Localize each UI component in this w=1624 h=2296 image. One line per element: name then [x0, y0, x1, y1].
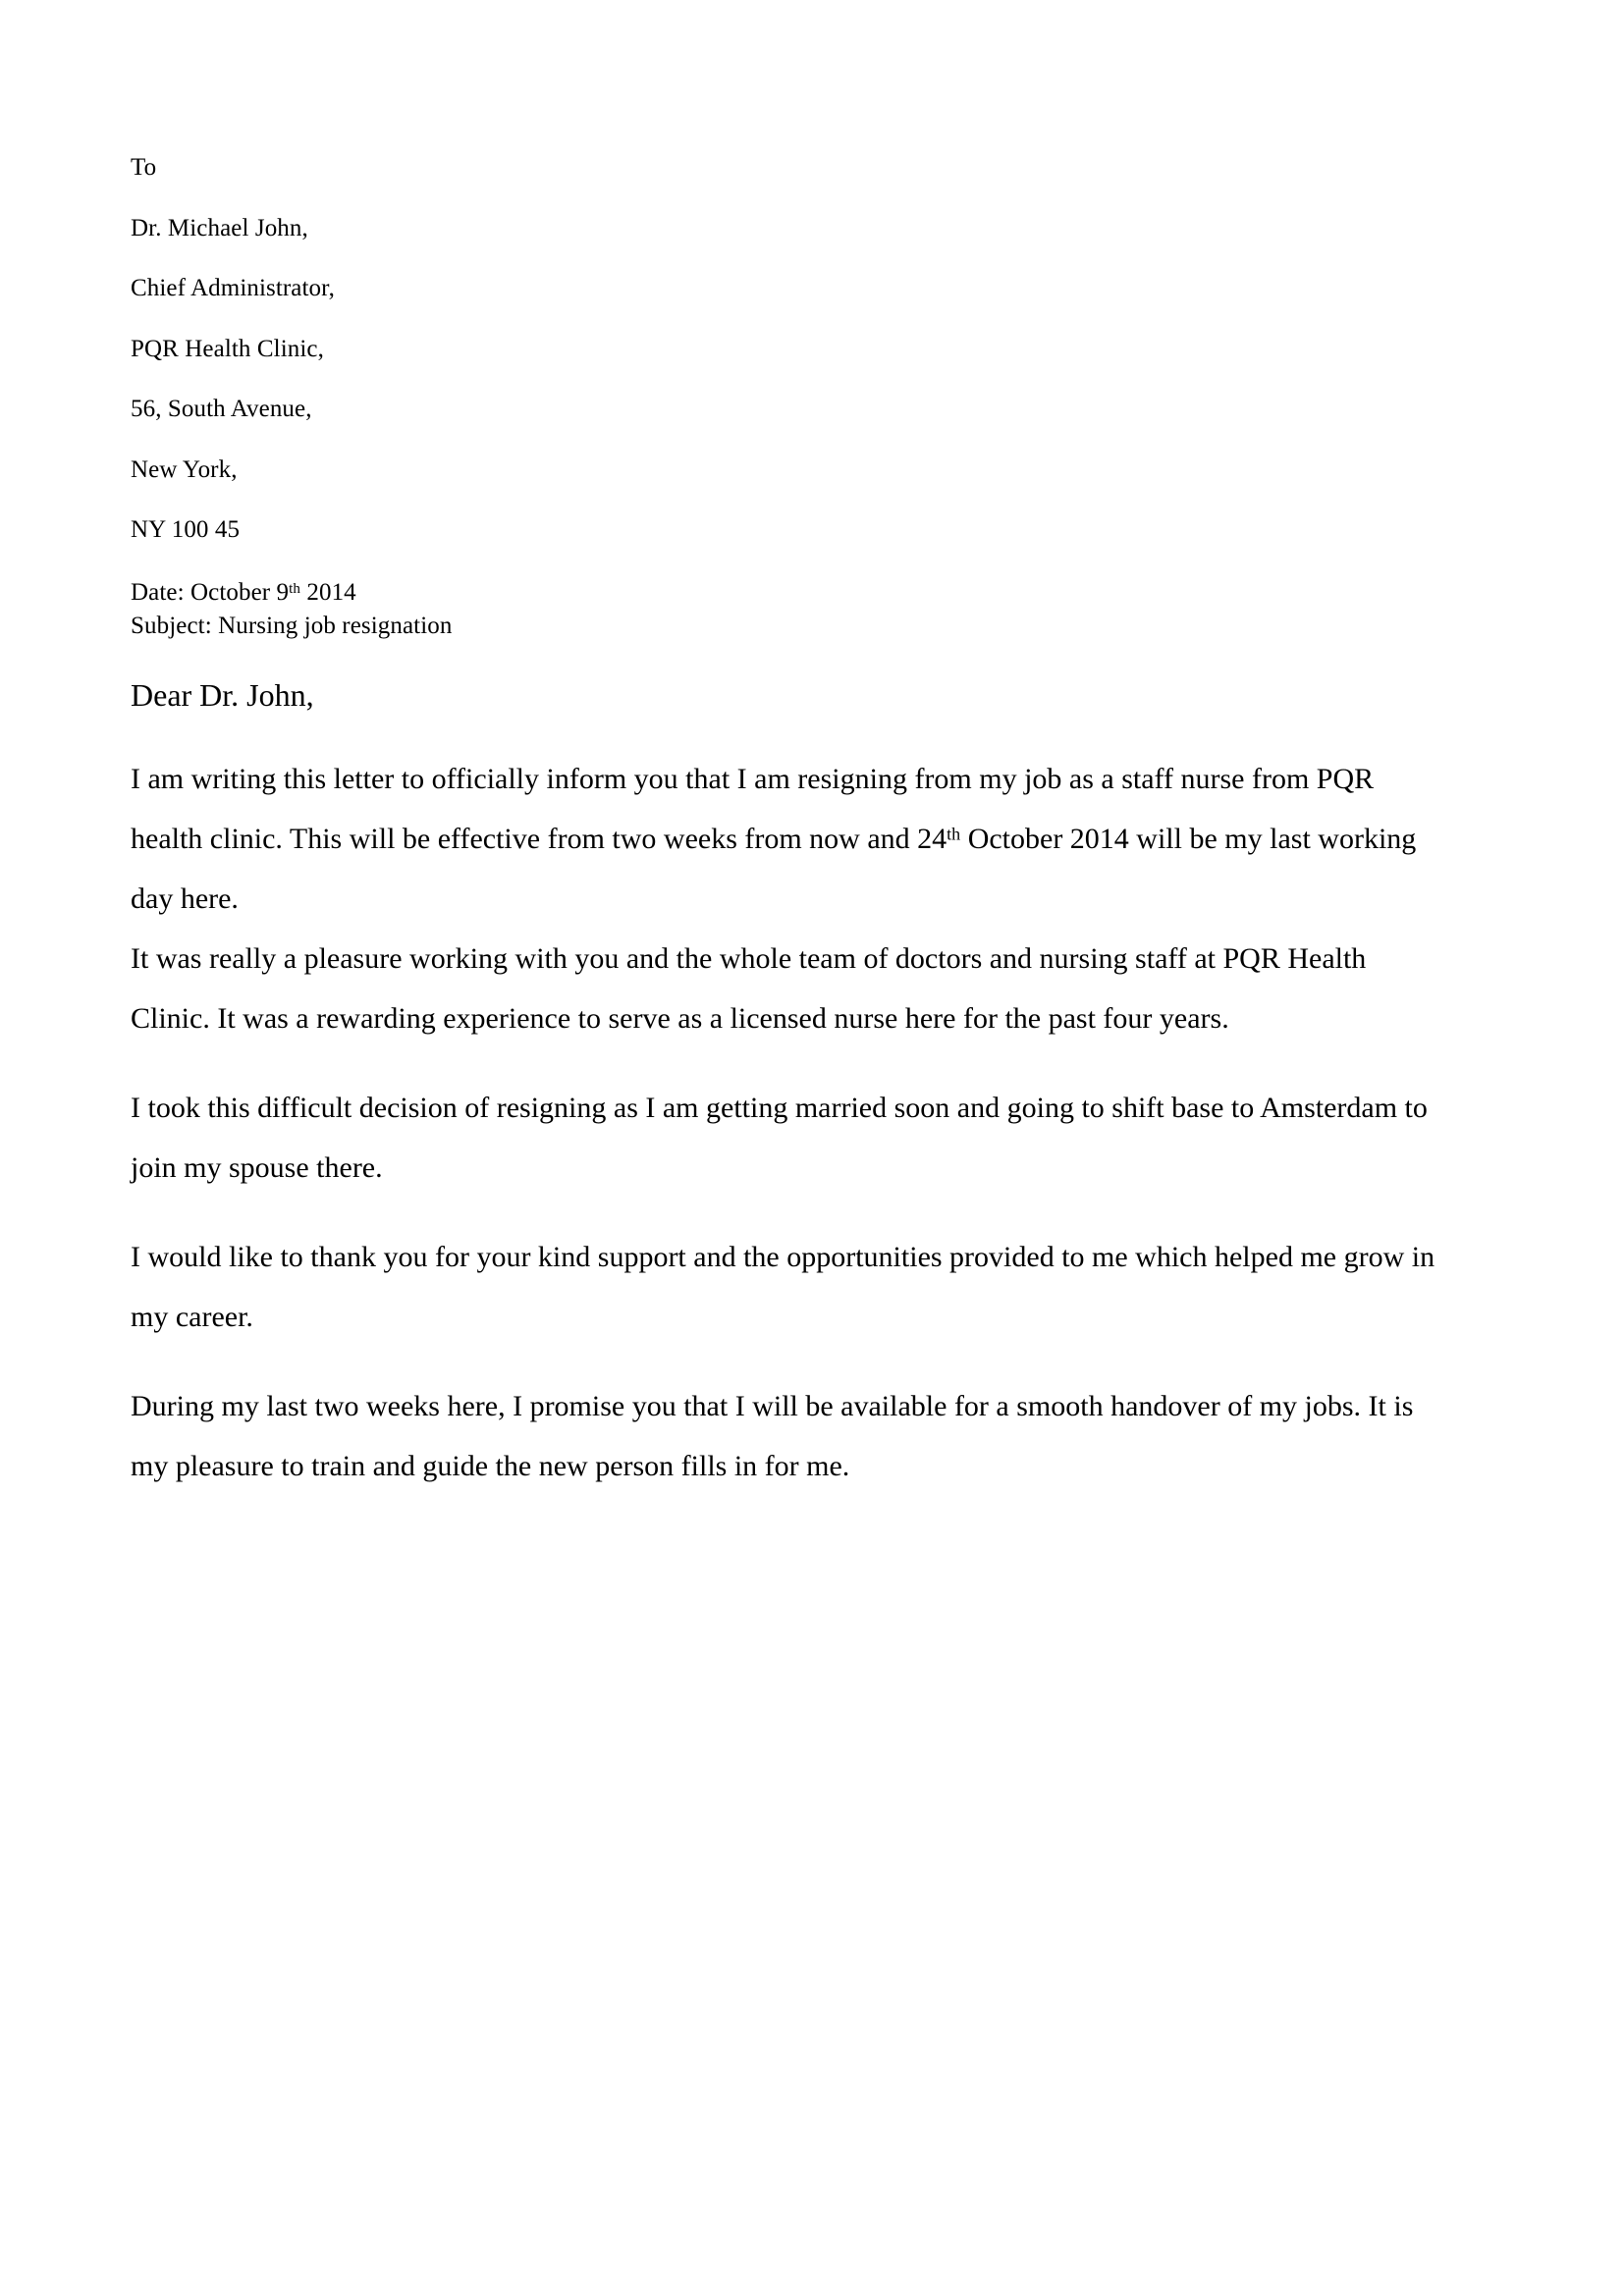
paragraph-text: During my last two weeks here, I promise you that I will be available for a smooth handover of my jobs. It is my pleasure to train and guide the new person fills in for me.	[131, 1389, 1414, 1482]
paragraph-thank-you	[131, 1227, 1436, 1347]
paragraph-text: October 2014 will be my last working day here.	[131, 822, 1417, 915]
ordinal-suffix: th	[947, 823, 961, 843]
paragraph-pleasure-working	[131, 929, 1436, 1048]
address-line: 56, South Avenue,	[131, 396, 312, 422]
subject-line: Subject: Nursing job resignation	[131, 612, 453, 639]
letter-content	[131, 0, 1436, 1496]
salutation: Dear Dr. John,	[131, 676, 314, 713]
letter-meta-block	[131, 576, 1436, 643]
paragraph-text: I am writing this letter to officially inform you that I am resigning from my job as a staff nurse from PQR health clinic. This will be effective from two weeks from now and 24	[131, 762, 1375, 855]
date-text: Date: October 9	[131, 578, 290, 606]
paragraph-text: I took this difficult decision of resigning as I am getting married soon and going to shift base to Amsterdam to join my spouse there.	[131, 1091, 1428, 1184]
date-year: 2014	[300, 578, 356, 606]
paragraph-text: I would like to thank you for your kind support and the opportunities provided to me which helped me grow in my career.	[131, 1240, 1435, 1333]
paragraph-handover-offer	[131, 1376, 1436, 1496]
address-line: Dr. Michael John,	[131, 214, 308, 241]
date-line	[131, 576, 1436, 610]
paragraph-text: It was really a pleasure working with you and the whole team of doctors and nursing staff at PQR Health Clinic. It was a rewarding experience to serve as a licensed nurse here for the past four years.	[131, 941, 1367, 1035]
paragraph-reason-for-leaving	[131, 1078, 1436, 1198]
recipient-address-block	[131, 0, 1436, 561]
address-line: To	[131, 154, 157, 181]
date-ordinal-suffix: th	[289, 580, 301, 597]
address-line: PQR Health Clinic,	[131, 335, 324, 362]
paragraph-resignation-notice	[131, 749, 1436, 929]
address-line: NY 100 45	[131, 516, 241, 543]
address-line: New York,	[131, 455, 238, 483]
address-line: Chief Administrator,	[131, 275, 335, 301]
letter-body	[131, 749, 1436, 1496]
